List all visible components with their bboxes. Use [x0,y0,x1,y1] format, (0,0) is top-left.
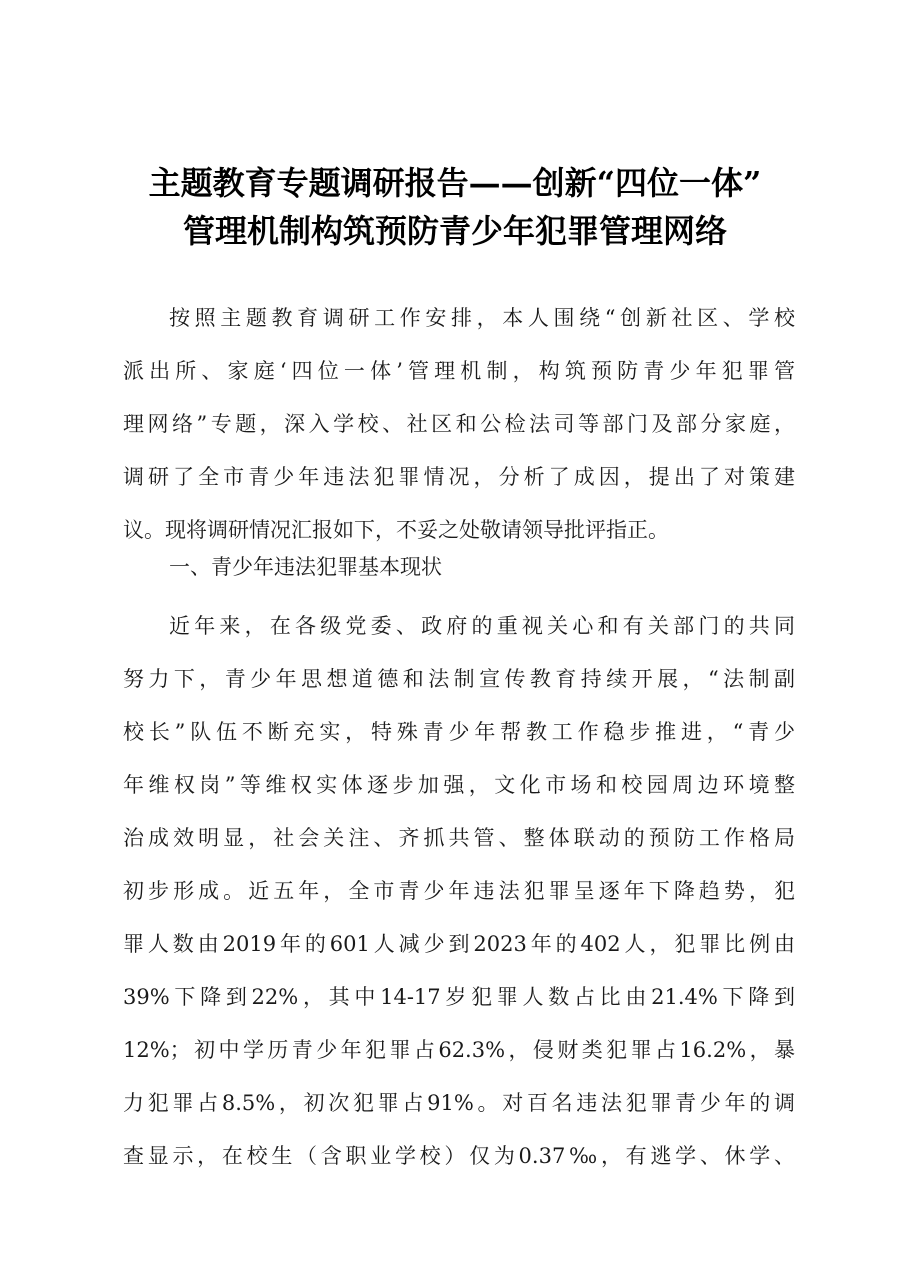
document-title-line-1: 主题教育专题调研报告——创新“四位一体” [148,164,762,202]
document-title-line-2: 管理机制构筑预防青少年犯罪管理网络 [182,212,727,250]
paragraph-line: 初步形成。近五年，全市青少年违法犯罪呈逐年下降趋势，犯 [123,879,795,903]
section-heading [123,541,823,594]
paragraph-line: 罪人数由2019年的601人减少到2023年的402人，犯罪比例由 [123,932,795,956]
paragraph-line: 努力下，青少年思想道德和法制宣传教育持续开展，“法制副 [123,667,795,691]
paragraph-line: 议。现将调研情况汇报如下，不妥之处敬请领导批评指正。 [123,518,669,542]
paragraph-line: 查显示，在校生（含职业学校）仅为0.37‰，有逃学、休学、 [123,1144,795,1168]
paragraph-line: 近年来，在各级党委、政府的重视关心和有关部门的共同 [169,614,795,638]
paragraph-intro [123,292,823,557]
paragraph-line: 12%；初中学历青少年犯罪占62.3%，侵财类犯罪占16.2%，暴 [123,1038,795,1062]
paragraph-line: 校长”队伍不断充实，特殊青少年帮教工作稳步推进，“青少 [123,720,795,744]
paragraph-line: 力犯罪占8.5%，初次犯罪占91%。对百名违法犯罪青少年的调 [123,1091,795,1115]
paragraph-line: 治成效明显，社会关注、齐抓共管、整体联动的预防工作格局 [123,826,795,850]
paragraph-line: 派出所、家庭‘四位一体’管理机制，构筑预防青少年犯罪管 [123,359,795,383]
paragraph-line: 39%下降到22%，其中14-17岁犯罪人数占比由21.4%下降到 [123,985,795,1009]
paragraph-line: 理网络”专题，深入学校、社区和公检法司等部门及部分家庭， [123,412,795,436]
section-heading-text: 一、青少年违法犯罪基本现状 [169,555,442,579]
paragraph-line: 调研了全市青少年违法犯罪情况，分析了成因，提出了对策建 [123,465,795,489]
paragraph-line: 按照主题教育调研工作安排，本人围绕“创新社区、学校 [169,306,795,330]
paragraph-line: 年维权岗”等维权实体逐步加强，文化市场和校园周边环境整 [123,773,795,797]
paragraph-status [123,600,823,1183]
